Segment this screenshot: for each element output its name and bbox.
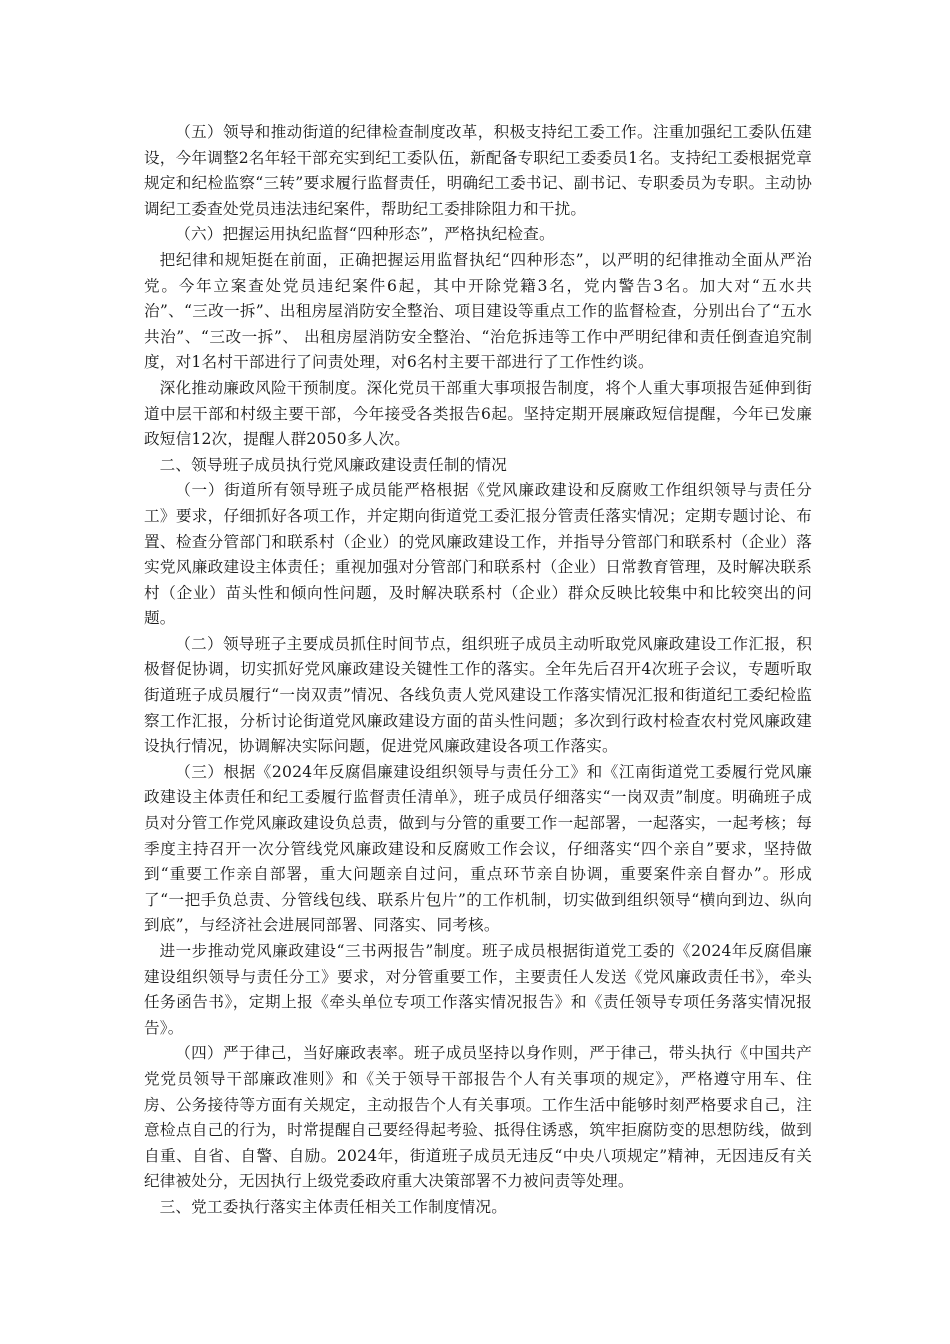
paragraph-2-2: （二）领导班子主要成员抓住时间节点，组织班子成员主动听取党风廉政建设工作汇报，积极督促协调，切实抓好党风廉政建设关键性工作的落实。全年先后召开4次班子会议，专题听取街道班子成员履行“一岗双责”情况、各线负责人党风建设工作落实情况汇报和街道纪工委纪检监察工作汇报，分析讨论街道党风廉政建设方面的苗头性问题；多次到行政村检查农村党风廉政建设执行情况，协调解决实际问题，促进党风廉政建设各项工作落实。 xyxy=(144,634,812,756)
paragraph-2-1: （一）街道所有领导班子成员能严格根据《党风廉政建设和反腐败工作组织领导与责任分工》要求，仔细抓好各项工作，并定期向街道党工委汇报分管责任落实情况；定期专题讨论、布置、检查分管部门和联系村（企业）的党风廉政建设工作，并指导分管部门和联系村（企业）落实党风廉政建设主体责任；重视加强对分管部门和联系村（企业）日常教育管理，及时解决联系村（企业）苗头性和倾向性问题，及时解决联系村（企业）群众反映比较集中和比较突出的问题。 xyxy=(144,481,812,628)
paragraph-risk-intervention: 深化推动廉政风险干预制度。深化党员干部重大事项报告制度，将个人重大事项报告延伸到街道中层干部和村级主要干部，今年接受各类报告6起。坚持定期开展廉政短信提醒，今年已发廉政短信12次，提醒人群2050多人次。 xyxy=(144,378,812,449)
paragraph-5-discipline-reform: （五）领导和推动街道的纪律检查制度改革，积极支持纪工委工作。注重加强纪工委队伍建设，今年调整2名年轻干部充实到纪工委队伍，新配备专职纪工委委员1名。支持纪工委根据党章规定和纪检监察“三转”要求履行监督责任，明确纪工委书记、副书记、专职委员为专职。主动协调纪工委查处党员违法违纪案件，帮助纪工委排除阻力和干扰。 xyxy=(144,123,812,218)
paragraph-2-3: （三）根据《2024年反腐倡廉建设组织领导与责任分工》和《江南街道党工委履行党风廉政建设主体责任和纪工委履行监督责任清单》，班子成员仔细落实“一岗双责”制度。明确班子成员对分管工作党风廉政建设负总责，做到与分管的重要工作一起部署，一起落实，一起考核；每季度主持召开一次分管线党风廉政建设和反腐败工作会议，仔细落实“四个亲自”要求，坚持做到“重要工作亲自部署，重大问题亲自过问，重点环节亲自协调，重要案件亲自督办”。形成了“一把手负总责、分管线包线、联系片包片”的工作机制，切实做到组织领导“横向到边、纵向到底”，与经济社会进展同部署、同落实、同考核。 xyxy=(144,762,812,935)
paragraph-2-4: （四）严于律己，当好廉政表率。班子成员坚持以身作则，严于律己，带头执行《中国共产党党员领导干部廉政准则》和《关于领导干部报告个人有关事项的规定》，严格遵守用车、住房、公务接待等方面有关规定，主动报告个人有关事项。工作生活中能够时刻严格要求自己，注意检点自己的行为，时常提醒自己要经得起考验、抵得住诱惑，筑牢拒腐防变的思想防线，做到自重、自省、自警、自励。2024年，街道班子成员无违反“中央八项规定”精神，无因违反有关纪律被处分，无因执行上级党委政府重大决策部署不力被问责等处理。 xyxy=(144,1044,812,1191)
paragraph-three-books-two-reports: 进一步推动党风廉政建设“三书两报告”制度。班子成员根据街道党工委的《2024年反腐倡廉建设组织领导与责任分工》要求，对分管重要工作，主要责任人发送《党风廉政责任书》，牵头任务函告书》，定期上报《牵头单位专项工作落实情况报告》和《责任领导专项任务落实情况报告》。 xyxy=(144,942,812,1037)
section-heading-2: 二、领导班子成员执行党风廉政建设责任制的情况 xyxy=(159,455,508,474)
paragraph-discipline-rules: 把纪律和规矩挺在前面，正确把握运用监督执纪“四种形态”，以严明的纪律推动全面从严治党。今年立案查处党员违纪案件6起，其中开除党籍3名，党内警告3名。加大对“五水共治”、“三改一拆”、出租房屋消防安全整治、项目建设等重点工作的监督检查，分别出台了“五水共治”、“三改一拆”、 出租房屋消防安全整治、“治危拆违等工作中严明纪律和责任倒查追究制度，对1名村干部进行了问责处理，对6名村主要干部进行了工作性约谈。 xyxy=(144,250,812,372)
paragraph-6-four-forms: （六）把握运用执纪监督“四种形态”，严格执纪检查。 xyxy=(175,225,555,244)
document-page xyxy=(144,120,812,1221)
section-heading-3: 三、党工委执行落实主体责任相关工作制度情况。 xyxy=(159,1197,508,1216)
